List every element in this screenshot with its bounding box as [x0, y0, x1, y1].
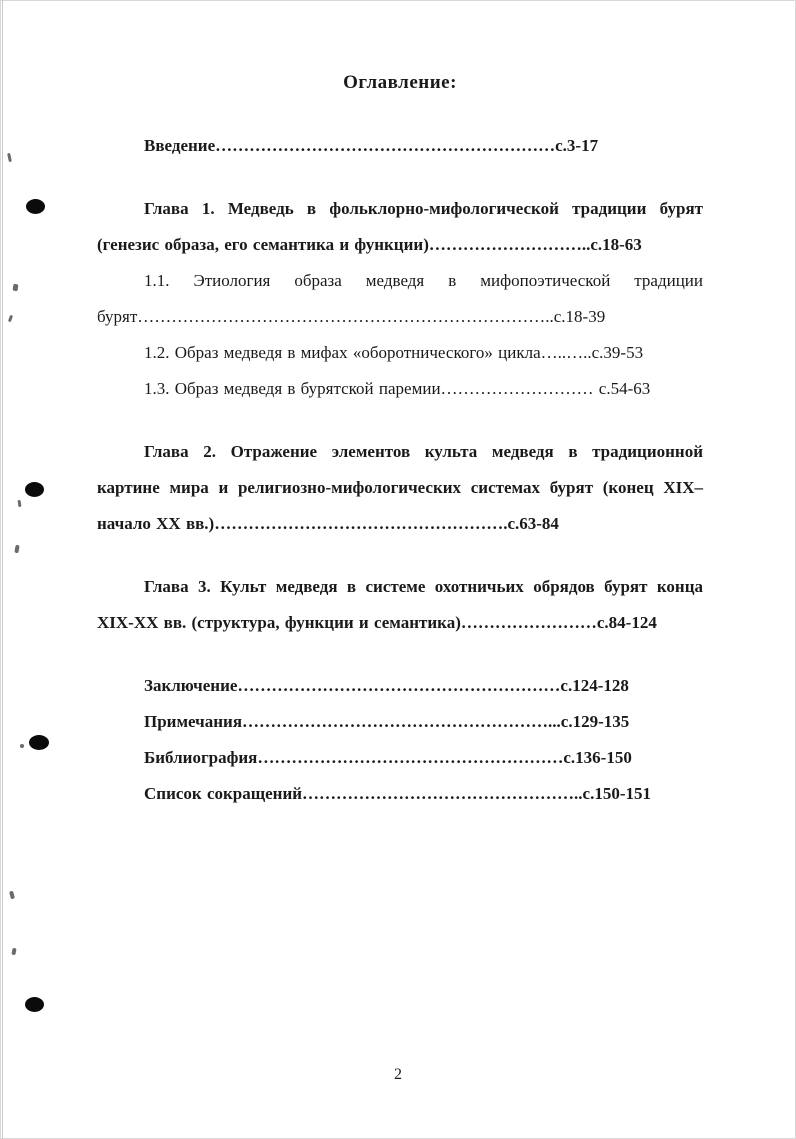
scan-edge-line — [2, 0, 3, 1139]
scan-speck — [14, 545, 19, 554]
toc-entry: Введение……………………………………………………с.3-17 — [144, 136, 599, 155]
scan-dot — [25, 997, 44, 1012]
scan-speck — [8, 315, 13, 323]
scan-speck — [9, 891, 15, 900]
toc-entry: Заключение…………………………………………………с.124-128 — [144, 676, 629, 695]
scan-dot — [26, 199, 45, 214]
page-title: Оглавление: — [343, 72, 457, 93]
toc-entry: Глава 1. Медведь в фольклорно-мифологической традиции бурят (генезис образа, его семантика и функции)………………………..с.18-63 — [97, 199, 703, 254]
toc-entry: 1.1. Этиология образа медведя в мифопоэтической традиции бурят………………………………………………………………..с.18-39 — [97, 271, 703, 326]
toc-entries — [97, 128, 703, 812]
page-number: 2 — [394, 1066, 402, 1083]
toc-entry: 1.3. Образ медведя в бурятской паремии……………………… с.54-63 — [144, 379, 651, 398]
toc-content — [97, 72, 703, 812]
scan-speck — [20, 744, 24, 748]
scan-speck — [18, 500, 22, 507]
toc-entry: Библиография………………………………………………с.136-150 — [144, 748, 632, 767]
toc-entry: Глава 2. Отражение элементов культа медведя в традиционной картине мира и религиозно-мифологических системах бурят (конец XIX–начало XX вв.)…………………………………………….с.63-84 — [97, 442, 703, 533]
scan-speck — [11, 948, 16, 956]
toc-entry: Список сокращений…………………………………………..с.150-151 — [144, 784, 651, 803]
scan-dot — [29, 735, 49, 750]
toc-entry: Глава 3. Культ медведя в системе охотничьих обрядов бурят конца XIX-XX вв. (структура, функции и семантика)……………………с.84-124 — [97, 577, 703, 632]
toc-entry: 1.2. Образ медведя в мифах «оборотнического» цикла…..…..с.39-53 — [144, 343, 644, 362]
scan-speck — [13, 284, 19, 292]
toc-entry: Примечания………………………………………………...с.129-135 — [144, 712, 630, 731]
scan-dot — [25, 482, 44, 497]
scan-speck — [7, 153, 12, 162]
